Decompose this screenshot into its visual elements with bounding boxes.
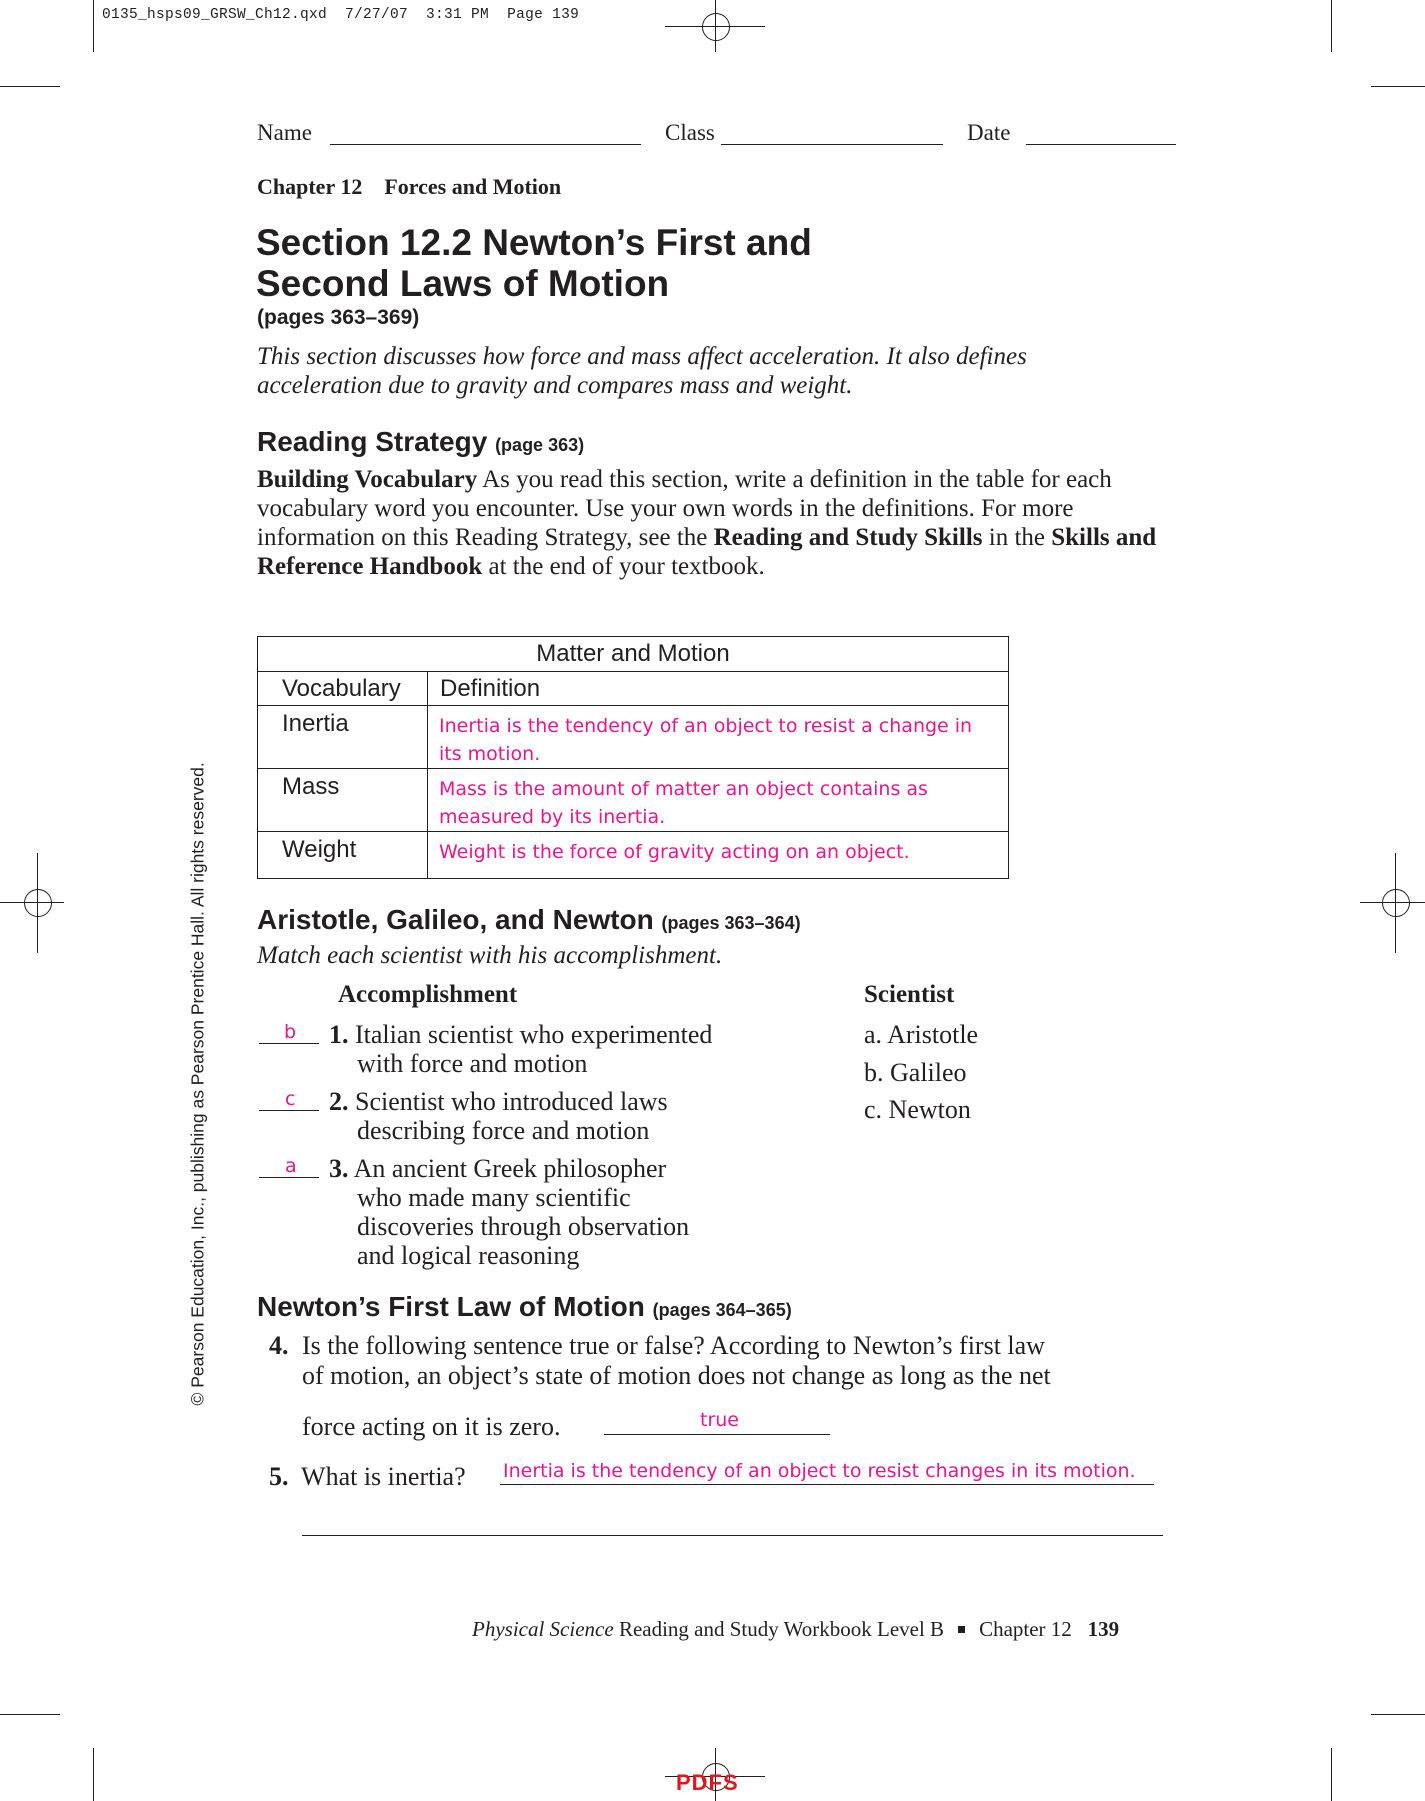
chapter-heading: Chapter 12 Forces and Motion bbox=[257, 174, 562, 199]
scientist-option: a. Aristotle bbox=[864, 1020, 979, 1049]
class-field[interactable] bbox=[721, 144, 943, 145]
vocab-word: Weight bbox=[258, 832, 428, 879]
scientist-header: Scientist bbox=[864, 981, 955, 1008]
col-header-vocabulary: Vocabulary bbox=[258, 672, 428, 706]
answer-blank-3[interactable] bbox=[259, 1177, 319, 1178]
table-row bbox=[258, 769, 1009, 832]
definition-answer[interactable]: Inertia is the tendency of an object to resist a change in its motion. bbox=[428, 706, 1009, 769]
reading-strategy-heading: Reading Strategy (page 363) bbox=[257, 426, 585, 457]
question-4-last-line: force acting on it is zero. bbox=[302, 1412, 561, 1441]
answer-blank-2[interactable] bbox=[259, 1110, 319, 1111]
answer-blank-5[interactable] bbox=[500, 1484, 1154, 1485]
name-label: Name bbox=[257, 120, 312, 145]
section-pages: (pages 363–369) bbox=[257, 306, 420, 329]
table-caption: Matter and Motion bbox=[258, 637, 1009, 672]
matching-heading: Aristotle, Galileo, and Newton (pages 363–364) bbox=[257, 904, 801, 935]
answer-blank-1[interactable] bbox=[259, 1043, 319, 1044]
matching-item-1: 1. Italian scientist who experimented with force and motion bbox=[329, 1020, 713, 1078]
accomplishment-header: Accomplishment bbox=[338, 981, 518, 1008]
section-intro: This section discusses how force and mass affect acceleration. It also defines acceleration due to gravity and compares mass and weight. bbox=[257, 343, 1027, 399]
scientist-option: b. Galileo bbox=[864, 1058, 967, 1087]
vocab-word: Mass bbox=[258, 769, 428, 832]
reading-strategy-text: Building Vocabulary As you read this section, write a definition in the table for each vocabulary word you encounter. Use your own words in the definitions. For more information on this Reading Strategy, see the Reading and Study Skills in the Skills and Reference Handbook at the end of your textbook. bbox=[257, 466, 1157, 580]
question-4: 4. bbox=[269, 1331, 289, 1360]
copyright-notice: © Pearson Education, Inc., publishing as Pearson Prentice Hall. All rights reserved. bbox=[187, 762, 208, 1406]
file-slug: 0135_hsps09_GRSW_Ch12.qxd 7/27/07 3:31 PM Page 139 bbox=[102, 7, 580, 23]
answer-2: c bbox=[285, 1088, 296, 1110]
bullet-icon bbox=[958, 1626, 965, 1633]
first-law-heading: Newton’s First Law of Motion (pages 364–365) bbox=[257, 1291, 792, 1322]
definition-answer[interactable]: Mass is the amount of matter an object contains as measured by its inertia. bbox=[428, 769, 1009, 832]
scientist-option: c. Newton bbox=[864, 1095, 971, 1124]
answer-blank-5-line2[interactable] bbox=[302, 1535, 1163, 1536]
watermark: PDFS bbox=[676, 1770, 739, 1795]
answer-blank-4[interactable] bbox=[604, 1434, 830, 1435]
question-5: 5. What is inertia? bbox=[269, 1462, 466, 1491]
table-row bbox=[258, 832, 1009, 879]
answer-3: a bbox=[285, 1155, 297, 1177]
definition-answer[interactable]: Weight is the force of gravity acting on an object. bbox=[428, 832, 1009, 879]
date-field[interactable] bbox=[1026, 144, 1176, 145]
vocabulary-table bbox=[257, 636, 1009, 879]
page-footer: Physical Science Reading and Study Workbook Level B Chapter 12 139 bbox=[472, 1617, 1120, 1641]
answer-5: Inertia is the tendency of an object to resist changes in its motion. bbox=[503, 1460, 1136, 1482]
matching-item-2: 2. Scientist who introduced laws describing force and motion bbox=[329, 1087, 668, 1145]
matching-item-3: 3. An ancient Greek philosopher who made many scientific discoveries through observation and logical reasoning bbox=[329, 1154, 690, 1270]
date-label: Date bbox=[967, 120, 1011, 145]
vocab-word: Inertia bbox=[258, 706, 428, 769]
col-header-definition: Definition bbox=[428, 672, 1009, 706]
question-4-text: Is the following sentence true or false? According to Newton’s first law of motion, an object’s state of motion does not change as long as the net bbox=[302, 1331, 1051, 1390]
matching-instruction: Match each scientist with his accomplishment. bbox=[257, 942, 723, 969]
name-field[interactable] bbox=[330, 144, 641, 145]
table-row bbox=[258, 706, 1009, 769]
section-title: Section 12.2 Newton’s First and Second Laws of Motion bbox=[256, 222, 812, 304]
class-label: Class bbox=[665, 120, 715, 145]
answer-4: true bbox=[700, 1409, 739, 1431]
answer-1: b bbox=[284, 1021, 297, 1043]
